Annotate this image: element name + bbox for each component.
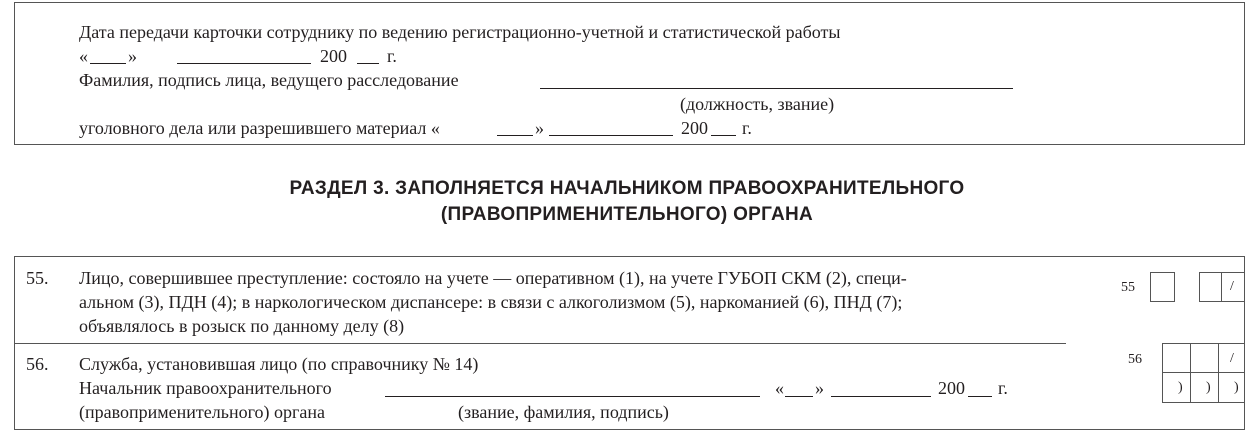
position-rank-caption: (должность, звание) — [680, 94, 835, 114]
case-label: уголовного дела или разрешившего материал « — [79, 118, 440, 138]
item55-text-line2: альном (3), ПДН (4); в наркологическом диспансере: в связи с алкоголизмом (5), наркоманией (6), ПНД (7); — [79, 292, 903, 312]
item56-day-field[interactable] — [785, 396, 813, 397]
date1-day-field[interactable] — [90, 63, 126, 64]
item56-text-line3: (правоприменительного) органа — [79, 402, 326, 422]
section-title-line2: (ПРАВОПРИМЕНИТЕЛЬНОГО) ОРГАНА — [440, 204, 814, 225]
date2-quote-close: » — [535, 118, 544, 138]
date1-year-suffix: г. — [387, 46, 397, 66]
item56-year-suffix: г. — [998, 378, 1008, 398]
item56-grid-hline — [1162, 372, 1245, 373]
date2-day-field[interactable] — [497, 135, 533, 136]
date2-year-prefix: 200 — [681, 118, 708, 138]
item56-paren3: ) — [1234, 380, 1239, 395]
item56-number: 56. — [26, 354, 49, 374]
item55-cell-divider — [1221, 272, 1222, 302]
date1-year-field[interactable] — [357, 63, 379, 64]
date1-month-field[interactable] — [177, 63, 311, 64]
item56-quote-close: » — [815, 378, 824, 398]
item55-code-label: 55 — [1121, 280, 1135, 295]
item55-text-line1: Лицо, совершившее преступление: состояло на учете — оперативном (1), на учете ГУБОП СКМ (2), специ- — [79, 268, 907, 288]
item56-year-prefix: 200 — [938, 378, 965, 398]
section-title-line1: РАЗДЕЛ 3. ЗАПОЛНЯЕТСЯ НАЧАЛЬНИКОМ ПРАВООХРАНИТЕЛЬНОГО — [289, 178, 965, 199]
item55-number: 55. — [26, 268, 49, 288]
item56-paren2: ) — [1206, 380, 1211, 395]
item-divider — [14, 343, 1066, 344]
item56-text-line2: Начальник правоохранительного — [79, 378, 332, 398]
item56-quote-open: « — [775, 378, 784, 398]
transfer-date-label: Дата передачи карточки сотруднику по ведению регистрационно-учетной и статистической работы — [79, 22, 841, 42]
item56-paren1: ) — [1178, 380, 1183, 395]
date1-year-prefix: 200 — [320, 46, 347, 66]
item56-text-line1: Служба, установившая лицо (по справочнику № 14) — [79, 354, 479, 374]
item56-slash: / — [1230, 351, 1234, 366]
item55-code-cell[interactable] — [1150, 272, 1175, 302]
item56-code-label: 56 — [1128, 352, 1142, 367]
date2-month-field[interactable] — [549, 135, 673, 136]
item56-year-field[interactable] — [968, 396, 992, 397]
item56-month-field[interactable] — [831, 396, 931, 397]
investigator-label: Фамилия, подпись лица, ведущего расследование — [79, 70, 459, 90]
investigator-signature-field[interactable] — [540, 88, 1013, 89]
item55-slash: / — [1230, 279, 1234, 294]
item56-grid-vline2 — [1218, 343, 1219, 403]
chief-signature-field[interactable] — [385, 396, 760, 397]
date2-year-field[interactable] — [711, 135, 736, 136]
item56-signature-caption: (звание, фамилия, подпись) — [458, 402, 669, 422]
date1-quote-open: « — [79, 46, 88, 66]
date1-quote-close: » — [128, 46, 137, 66]
item55-text-line3: объявлялось в розыск по данному делу (8) — [79, 316, 405, 336]
date2-year-suffix: г. — [742, 118, 752, 138]
item56-grid-vline1 — [1190, 343, 1191, 403]
